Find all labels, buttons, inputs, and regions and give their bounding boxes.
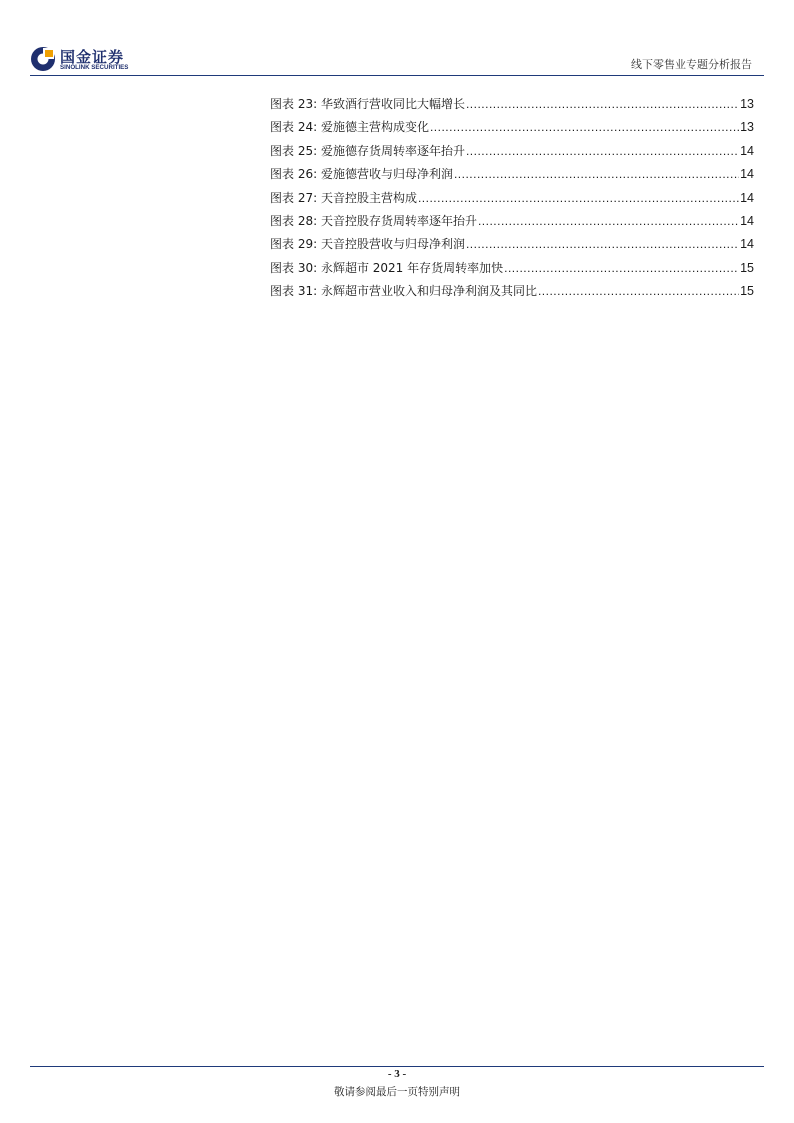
toc-leader-dots <box>504 260 739 276</box>
toc-entry-page: 14 <box>740 237 754 252</box>
toc-leader-dots <box>466 236 739 252</box>
header-divider <box>30 75 764 76</box>
toc-entry-label: 图表 23: 华致酒行营收同比大幅增长 <box>270 97 465 111</box>
toc-entry-label: 图表 30: 永辉超市 2021 年存货周转率加快 <box>270 260 504 275</box>
toc-entry[interactable] <box>270 213 754 236</box>
toc-entry[interactable] <box>270 283 754 306</box>
toc-entry[interactable] <box>270 260 754 283</box>
logo-chinese-name: 国金证券 <box>60 48 125 66</box>
figure-index-list <box>270 96 754 307</box>
toc-entry-label: 图表 26: 爱施德营收与归母净利润 <box>270 167 453 182</box>
report-title: 线下零售业专题分析报告 <box>631 58 752 71</box>
toc-leader-dots <box>418 190 739 206</box>
toc-leader-dots <box>454 166 739 182</box>
toc-entry-label: 图表 28: 天音控股存货周转率逐年抬升 <box>270 213 477 228</box>
sinolink-logo-icon <box>30 46 56 72</box>
toc-leader-dots <box>478 213 739 229</box>
toc-entry-label: 图表 29: 天音控股营收与归母净利润 <box>270 237 465 252</box>
toc-entry[interactable] <box>270 190 754 213</box>
toc-entry-page: 14 <box>740 143 754 158</box>
toc-entry[interactable] <box>270 119 754 142</box>
toc-leader-dots <box>466 143 739 159</box>
toc-entry[interactable] <box>270 143 754 166</box>
page-number: - 3 - <box>387 1068 407 1080</box>
toc-entry-label: 图表 25: 爱施德存货周转率逐年抬升 <box>270 143 465 158</box>
page-header <box>30 42 764 76</box>
toc-entry-label: 图表 31: 永辉超市营业收入和归母净利润及其同比 <box>270 284 537 299</box>
toc-leader-dots <box>466 96 739 112</box>
toc-leader-dots <box>538 283 739 299</box>
company-logo <box>30 46 150 74</box>
toc-entry-page: 14 <box>740 167 754 182</box>
toc-entry[interactable] <box>270 96 754 119</box>
toc-entry[interactable] <box>270 166 754 189</box>
logo-english-name: SINOLINK SECURITIES <box>60 64 129 71</box>
toc-entry-page: 14 <box>740 190 754 205</box>
toc-entry-label: 图表 24: 爱施德主营构成变化 <box>270 120 429 135</box>
toc-entry-page: 14 <box>740 213 754 228</box>
toc-leader-dots <box>430 119 739 135</box>
toc-entry-label: 图表 27: 天音控股主营构成 <box>270 190 417 205</box>
toc-entry-page: 15 <box>740 284 754 299</box>
footer-divider <box>30 1066 764 1067</box>
footer-disclaimer: 敬请参阅最后一页特别声明 <box>334 1086 460 1098</box>
toc-entry[interactable] <box>270 236 754 259</box>
toc-entry-page: 13 <box>740 120 754 135</box>
toc-entry-page: 15 <box>740 260 754 275</box>
toc-entry-page: 13 <box>740 97 754 111</box>
